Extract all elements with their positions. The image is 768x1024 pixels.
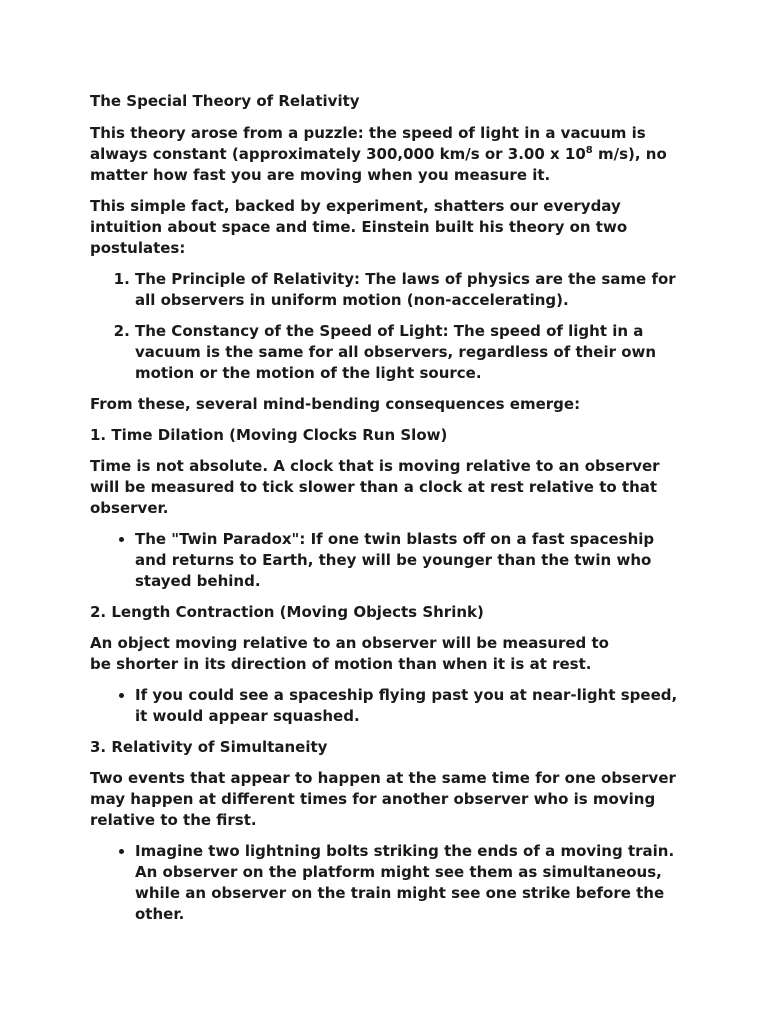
postulates-list bbox=[90, 269, 690, 384]
bullet-list-length-contraction bbox=[90, 685, 690, 727]
bullet-item: • Imagine two lightning bolts striking the ends of a moving train. An observer on the platform might see them as simultaneous, while an observer on the train might see one strike before the other. bbox=[135, 841, 690, 925]
body-line: An object moving relative to an observer will be measured to bbox=[90, 634, 609, 652]
section-body-simultaneity: Two events that appear to happen at the same time for one observer may happen at different times for another observer who is moving relative to the first. bbox=[90, 769, 676, 829]
section-heading-length-contraction: 2. Length Contraction (Moving Objects Shrink) bbox=[90, 603, 484, 621]
section-body-length-contraction bbox=[90, 633, 690, 675]
intro-text-after: m/s), no matter how fast you are moving when you measure it. bbox=[90, 145, 667, 184]
section-heading-time-dilation: 1. Time Dilation (Moving Clocks Run Slow) bbox=[90, 426, 448, 444]
bullet-list-time-dilation bbox=[90, 529, 690, 592]
body-line: be shorter in its direction of motion than when it is at rest. bbox=[90, 655, 592, 673]
section-body-time-dilation: Time is not absolute. A clock that is moving relative to an observer will be measured to tick slower than a clock at rest relative to that observer. bbox=[90, 457, 660, 517]
section-heading-simultaneity: 3. Relativity of Simultaneity bbox=[90, 738, 328, 756]
consequences-intro: From these, several mind-bending consequences emerge: bbox=[90, 395, 581, 413]
postulate-item: 1. The Principle of Relativity: The laws of physics are the same for all observers in uniform motion (non-accelerating). bbox=[135, 269, 690, 311]
postulate-item: 2. The Constancy of the Speed of Light: The speed of light in a vacuum is the same for all observers, regardless of their own motion or the motion of the light source. bbox=[135, 321, 690, 384]
bullet-item: • The "Twin Paradox": If one twin blasts off on a fast spaceship and returns to Earth, they will be younger than the twin who stayed behind. bbox=[135, 529, 690, 592]
bullet-list-simultaneity bbox=[90, 841, 690, 925]
intuition-paragraph: This simple fact, backed by experiment, shatters our everyday intuition about space and time. Einstein built his theory on two postulates: bbox=[90, 197, 628, 257]
document-page bbox=[90, 91, 690, 935]
intro-paragraph bbox=[90, 123, 690, 186]
bullet-item: • If you could see a spaceship flying past you at near-light speed, it would appear squashed. bbox=[135, 685, 690, 727]
intro-text-before: This theory arose from a puzzle: the speed of light in a vacuum is always constant (approximately 300,000 km/s or 3.00 x 10 bbox=[90, 124, 646, 163]
document-title: The Special Theory of Relativity bbox=[90, 92, 360, 110]
intro-exponent: 8 bbox=[585, 145, 593, 156]
